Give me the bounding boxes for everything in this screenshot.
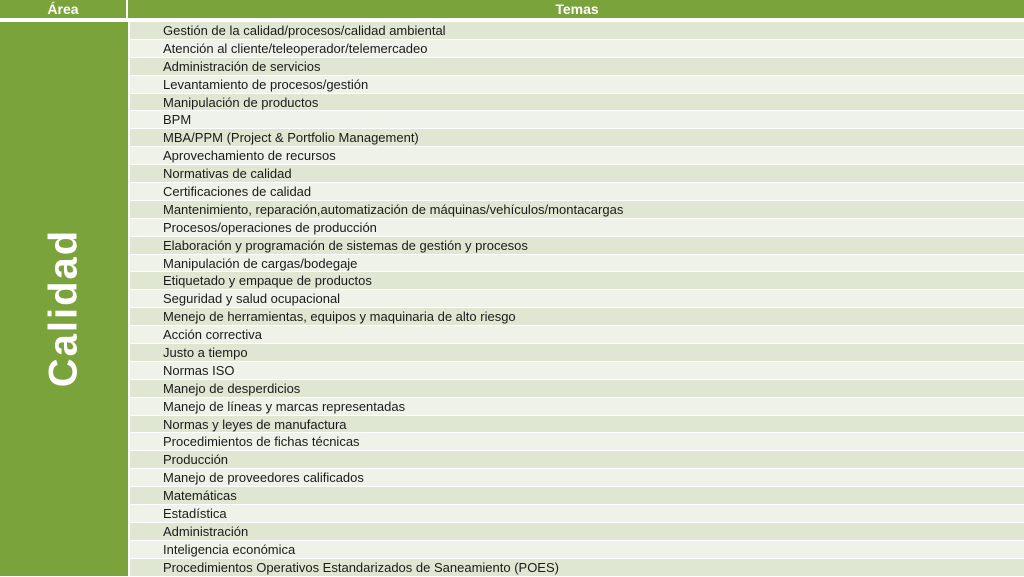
list-item: Procedimientos de fichas técnicas — [130, 433, 1024, 451]
list-item: Administración de servicios — [130, 58, 1024, 76]
header-area: Área — [0, 0, 128, 18]
list-item: Levantamiento de procesos/gestión — [130, 76, 1024, 94]
list-item: Etiquetado y empaque de productos — [130, 272, 1024, 290]
list-item: Mantenimiento, reparación,automatización de máquinas/vehículos/montacargas — [130, 201, 1024, 219]
list-item: Manipulación de productos — [130, 94, 1024, 112]
table-header — [0, 0, 1024, 20]
list-item: Aprovechamiento de recursos — [130, 147, 1024, 165]
list-item: Normas y leyes de manufactura — [130, 416, 1024, 434]
area-cell — [0, 22, 128, 576]
list-item: Matemáticas — [130, 487, 1024, 505]
list-item: Procedimientos Operativos Estandarizados de Saneamiento (POES) — [130, 559, 1024, 577]
list-item: BPM — [130, 111, 1024, 129]
topics-list — [130, 22, 1024, 577]
list-item: Estadística — [130, 505, 1024, 523]
list-item: Manejo de desperdicios — [130, 380, 1024, 398]
list-item: Justo a tiempo — [130, 344, 1024, 362]
list-item: Manejo de líneas y marcas representadas — [130, 398, 1024, 416]
list-item: Atención al cliente/teleoperador/telemercadeo — [130, 40, 1024, 58]
list-item: Normas ISO — [130, 362, 1024, 380]
list-item: Producción — [130, 451, 1024, 469]
list-item: Acción correctiva — [130, 326, 1024, 344]
area-label: Calidad — [41, 228, 86, 388]
list-item: Certificaciones de calidad — [130, 183, 1024, 201]
list-item: Normativas de calidad — [130, 165, 1024, 183]
list-item: Manejo de proveedores calificados — [130, 469, 1024, 487]
list-item: Menejo de herramientas, equipos y maquinaria de alto riesgo — [130, 308, 1024, 326]
list-item: Gestión de la calidad/procesos/calidad ambiental — [130, 22, 1024, 40]
list-item: Administración — [130, 523, 1024, 541]
list-item: Seguridad y salud ocupacional — [130, 290, 1024, 308]
list-item: Inteligencia económica — [130, 541, 1024, 559]
list-item: MBA/PPM (Project & Portfolio Management) — [130, 129, 1024, 147]
header-temas: Temas — [555, 1, 599, 17]
list-item: Manipulación de cargas/bodegaje — [130, 255, 1024, 273]
list-item: Elaboración y programación de sistemas de gestión y procesos — [130, 237, 1024, 255]
list-item: Procesos/operaciones de producción — [130, 219, 1024, 237]
